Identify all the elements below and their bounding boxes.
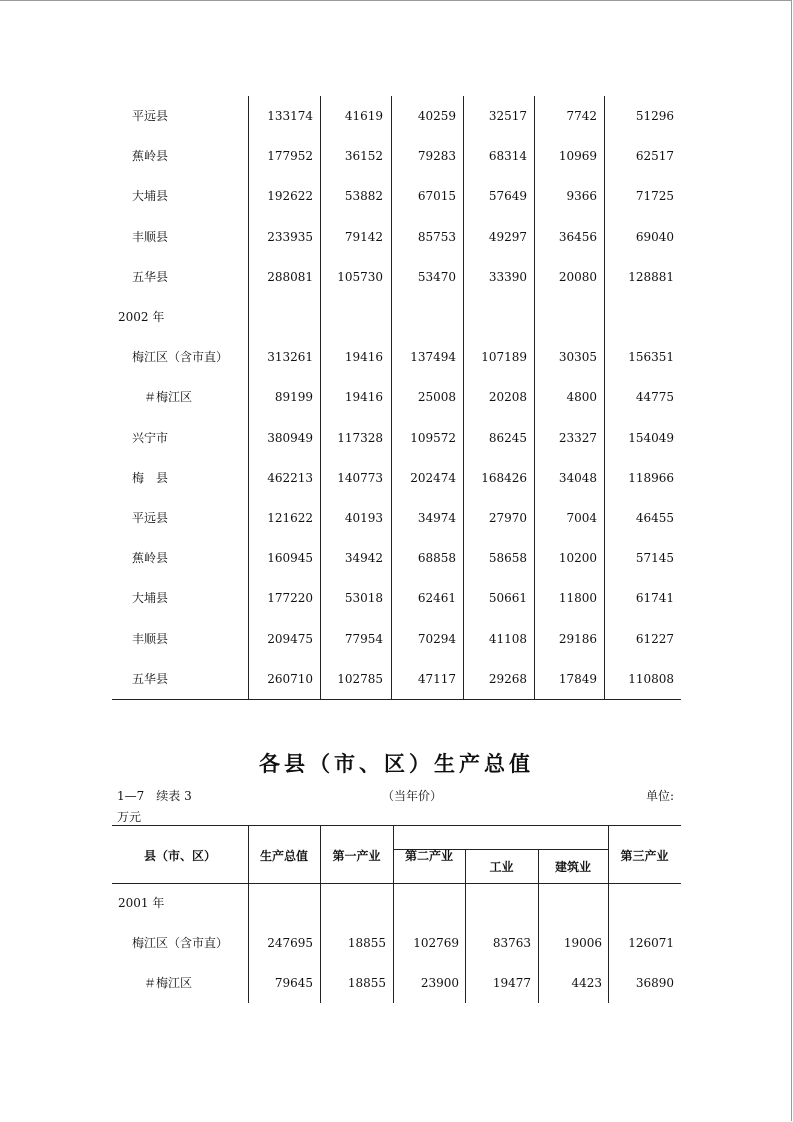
cell-value: 79283 (417, 149, 456, 164)
cell-value: 102769 (413, 936, 459, 950)
cell-value: 260710 (267, 671, 313, 686)
cell-value: 68314 (488, 149, 527, 164)
table-row (112, 466, 681, 490)
cell-value: 313261 (267, 350, 313, 365)
cell-value: 19416 (344, 350, 383, 365)
table-row (112, 891, 681, 915)
cell-value: 23900 (420, 976, 459, 990)
table-row (112, 506, 681, 530)
cell-value: 30305 (558, 350, 597, 365)
row-label: 平远县 (132, 511, 169, 525)
cell-value: 154049 (628, 430, 674, 445)
cell-value: 10200 (558, 551, 597, 566)
table-row (112, 546, 681, 570)
cell-value: 34048 (558, 470, 597, 485)
cell-value: 168426 (481, 470, 527, 485)
cell-value: 67015 (417, 189, 456, 204)
row-label: 平远县 (132, 109, 169, 123)
cell-value: 118966 (628, 470, 674, 485)
cell-value: 41619 (344, 109, 383, 123)
cell-value: 19006 (563, 936, 602, 950)
table-row (112, 426, 681, 450)
cell-value: 53470 (417, 269, 456, 284)
cell-value: 9366 (566, 189, 597, 204)
table-id: 1—7 续表 3 (117, 789, 192, 803)
cell-value: 51296 (635, 109, 674, 123)
cell-value: 69040 (635, 229, 674, 244)
cell-value: 105730 (337, 269, 383, 284)
cell-value: 36152 (344, 149, 383, 164)
row-label: 兴宁市 (132, 430, 169, 445)
cell-value: 133174 (267, 109, 313, 123)
cell-value: 110808 (628, 671, 674, 686)
table-row (112, 385, 681, 409)
row-label: ＃梅江区 (144, 976, 193, 990)
header-secondary: 第二产业 (404, 849, 453, 863)
cell-value: 89199 (274, 390, 313, 405)
cell-value: 71725 (635, 189, 674, 204)
cell-value: 85753 (417, 229, 456, 244)
row-label: 2002 年 (118, 310, 165, 324)
table-top-rule (112, 825, 681, 826)
table-row (112, 586, 681, 610)
cell-value: 202474 (410, 470, 456, 485)
cell-value: 57145 (635, 551, 674, 566)
upper-table (112, 96, 681, 700)
unit-value: 万元 (117, 810, 142, 824)
row-label: 梅江区（含市直） (132, 350, 229, 365)
cell-value: 140773 (337, 470, 383, 485)
cell-value: 62461 (417, 591, 456, 606)
cell-value: 27970 (488, 511, 527, 525)
cell-value: 36890 (635, 976, 674, 990)
table-row (112, 104, 681, 128)
header-bottom-rule (112, 883, 681, 884)
cell-value: 46455 (635, 511, 674, 525)
row-label: 2001 年 (118, 896, 165, 910)
cell-value: 20080 (558, 269, 597, 284)
lower-table (112, 825, 681, 1003)
cell-value: 44775 (635, 390, 674, 405)
cell-value: 40193 (344, 511, 383, 525)
cell-value: 62517 (635, 149, 674, 164)
row-label: 丰顺县 (132, 229, 169, 244)
row-label: 五华县 (132, 269, 169, 284)
cell-value: 117328 (337, 430, 383, 445)
cell-value: 247695 (267, 936, 313, 950)
cell-value: 61741 (635, 591, 674, 606)
cell-value: 47117 (417, 671, 456, 686)
cell-value: 49297 (488, 229, 527, 244)
cell-value: 19477 (492, 976, 531, 990)
cell-value: 19416 (344, 390, 383, 405)
cell-value: 177220 (267, 591, 313, 606)
cell-value: 209475 (267, 631, 313, 646)
cell-value: 57649 (488, 189, 527, 204)
cell-value: 128881 (628, 269, 674, 284)
table-row (112, 225, 681, 249)
header-county: 县（市、区） (143, 849, 216, 863)
cell-value: 33390 (488, 269, 527, 284)
row-label: 丰顺县 (132, 631, 169, 646)
cell-value: 4800 (566, 390, 597, 405)
cell-value: 17849 (558, 671, 597, 686)
table-row (112, 667, 681, 691)
cell-value: 7742 (566, 109, 597, 123)
cell-value: 77954 (344, 631, 383, 646)
cell-value: 7004 (566, 511, 597, 525)
cell-value: 83763 (492, 936, 531, 950)
cell-value: 137494 (410, 350, 456, 365)
cell-value: 4423 (571, 976, 602, 990)
cell-value: 53882 (344, 189, 383, 204)
cell-value: 25008 (417, 390, 456, 405)
cell-value: 126071 (628, 936, 674, 950)
cell-value: 34974 (417, 511, 456, 525)
row-label: 蕉岭县 (132, 551, 169, 566)
table-row (112, 144, 681, 168)
cell-value: 58658 (488, 551, 527, 566)
cell-value: 233935 (267, 229, 313, 244)
header-gdp: 生产总值 (259, 849, 308, 863)
row-label: 蕉岭县 (132, 149, 169, 164)
cell-value: 36456 (558, 229, 597, 244)
cell-value: 40259 (417, 109, 456, 123)
unit-label: 单位: (646, 789, 675, 803)
cell-value: 18855 (347, 976, 386, 990)
page-title: 各县（市、区）生产总值 (259, 752, 534, 776)
table-row (112, 627, 681, 651)
row-label: 梅江区（含市直） (132, 936, 229, 950)
table-row (112, 971, 681, 995)
row-label: 梅 县 (132, 470, 169, 485)
table-row (112, 265, 681, 289)
cell-value: 192622 (267, 189, 313, 204)
cell-value: 50661 (488, 591, 527, 606)
table-row (112, 305, 681, 329)
cell-value: 121622 (267, 511, 313, 525)
cell-value: 29186 (558, 631, 597, 646)
cell-value: 11800 (558, 591, 597, 606)
cell-value: 68858 (417, 551, 456, 566)
cell-value: 288081 (267, 269, 313, 284)
cell-value: 380949 (267, 430, 313, 445)
cell-value: 462213 (267, 470, 313, 485)
cell-value: 177952 (267, 149, 313, 164)
table-row (112, 184, 681, 208)
table-row (112, 345, 681, 369)
header-tertiary: 第三产业 (620, 849, 669, 863)
row-label: 大埔县 (132, 591, 169, 606)
cell-value: 53018 (344, 591, 383, 606)
cell-value: 34942 (344, 551, 383, 566)
cell-value: 10969 (558, 149, 597, 164)
cell-value: 23327 (558, 430, 597, 445)
price-note: （当年价） (382, 789, 443, 803)
cell-value: 109572 (410, 430, 456, 445)
cell-value: 41108 (488, 631, 527, 646)
row-label: ＃梅江区 (144, 390, 193, 405)
cell-value: 20208 (488, 390, 527, 405)
header-primary: 第一产业 (332, 849, 381, 863)
cell-value: 102785 (337, 671, 383, 686)
cell-value: 107189 (481, 350, 527, 365)
cell-value: 156351 (628, 350, 674, 365)
cell-value: 79142 (344, 229, 383, 244)
header-industry: 工业 (489, 860, 514, 874)
cell-value: 29268 (488, 671, 527, 686)
row-label: 五华县 (132, 671, 169, 686)
cell-value: 86245 (488, 430, 527, 445)
header-construction: 建筑业 (554, 860, 591, 874)
table-bottom-rule (112, 699, 681, 700)
cell-value: 160945 (267, 551, 313, 566)
cell-value: 18855 (347, 936, 386, 950)
cell-value: 61227 (635, 631, 674, 646)
cell-value: 79645 (274, 976, 313, 990)
cell-value: 32517 (488, 109, 527, 123)
row-label: 大埔县 (132, 189, 169, 204)
cell-value: 70294 (417, 631, 456, 646)
table-row (112, 931, 681, 955)
